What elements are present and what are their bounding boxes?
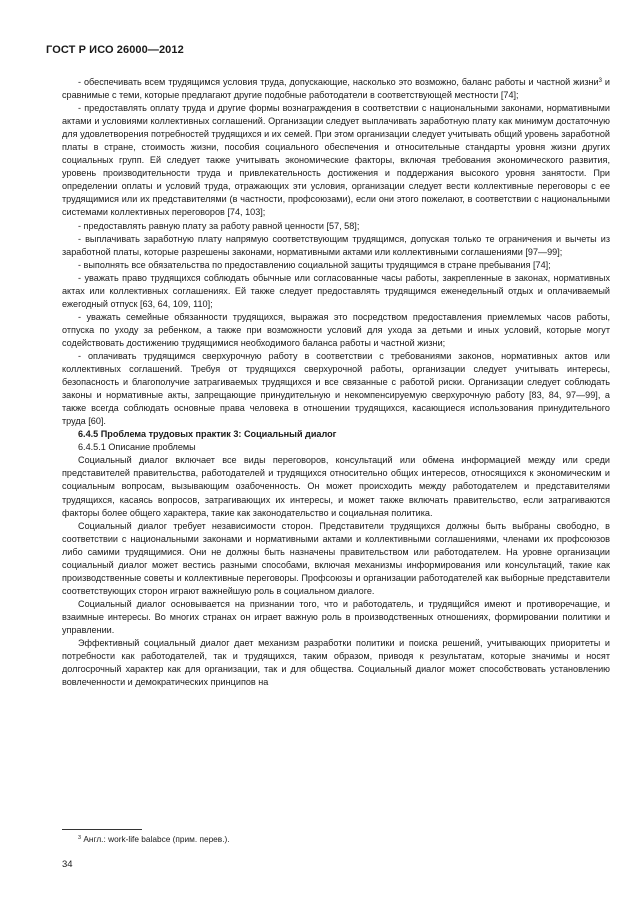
paragraph: - уважать право трудящихся соблюдать обычные или согласованные часы работы, закрепленные в законах, нормативных актах или коллективных соглашениях. Ей также следует предоставлять трудящимся еженедельный отдых и оплачиваемый ежегодный отпуск [63, 64, 109, 110]; — [62, 272, 610, 309]
subsection-heading: 6.4.5.1 Описание проблемы — [78, 442, 196, 453]
paragraph: - выплачивать заработную плату напрямую соответствующим трудящимся, допуская только те ограничения и вычеты из заработной платы, которые разрешены законами, нормативными актами или коллективными соглашениями [97—99]; — [62, 233, 610, 257]
footnote-divider — [62, 829, 142, 830]
paragraph-text: и сравнимые с теми, которые предлагают другие подобные работодатели в соответствующей местности [74]; — [62, 77, 610, 101]
paragraph: - оплачивать трудящимся сверхурочную работу в соответствии с требованиями законов, нормативных актов или коллективных соглашений. Требуя от трудящихся сверхурочной работы, организации следует учитывать интересы, безопасность и благополучие затрагиваемых трудящихся и все связанные с работой риски. Организации следует соблюдать законы и нормативные акты, запрещающие принудительную и некомпенсируемую сверхурочную работу [83, 84, 97—99], а также всегда соблюдать основные права человека в отношении трудящихся, касающиеся использования принудительного труда [60]. — [62, 350, 610, 427]
paragraph: - предоставлять оплату труда и другие формы вознаграждения в соответствии с национальными законами, нормативными актами и условиями коллективных соглашений. Организации следует выплачивать заработную плату как минимум достаточную для удовлетворения потребностей трудящихся и их семей. При этом организации следует учитывать общий уровень заработной платы в стране, стоимость жизни, пособия социального обеспечения и относительные стандарты уровня жизни других социальных групп. Ей следует также учитывать экономические факторы, включая требования экономического развития, уровень производительности труда и привлекательность достижения и поддержания высокого уровня занятости. При определении оплаты и условий труда, отражающих эти условия, организации следует вести коллективные переговоры с ее трудящимися или их представителями (в частности, профсоюзами), если они этого пожелают, в соответствии с национальными системами коллективных переговоров [74, 103]; — [62, 103, 610, 218]
footnote-reference[interactable]: 3 — [598, 78, 602, 84]
paragraph: Эффективный социальный диалог дает механизм разработки политики и поиска решений, учитывающих приоритеты и потребности как работодателей, так и трудящихся, таким образом, приводя к результатам, которые значимы и носят долгосрочный характер как для организации, так и для общества. Социальный диалог может способствовать установлению вовлеченности и демократических принципов на — [62, 638, 610, 688]
footnote-marker: 3 — [78, 835, 82, 841]
paragraph-text: - обеспечивать всем трудящимся условия труда, допускающие, насколько это возможно, баланс работы и частной жизни — [78, 77, 599, 87]
paragraph: - уважать семейные обязанности трудящихся, выражая это посредством предоставления приемлемых часов работы, отпуска по уходу за ребенком, а также при возможности условий для ухода за детьми и иных условий, которые могут содействовать достижению трудящимися необходимого баланса работы и частной жизни; — [62, 311, 610, 348]
paragraph: Социальный диалог требует независимости сторон. Представители трудящихся должны быть выбраны свободно, в соответствии с национальными законами и нормативными актами и коллективными соглашениями, членами их профсоюзов либо самими трудящимися. Они не должны быть назначены правительством или работодателем. На уровне организации социальный диалог может вестись разными способами, включая механизмы информирования или консультаций, такие как производственные советы и коллективные переговоры. Профсоюзы и организации работодателей как выборные представители соответствующих сторон играют важнейшую роль в социальном диалоге. — [62, 520, 610, 596]
paragraph: - выполнять все обязательства по предоставлению социальной защиты трудящимся в стране пребывания [74]; — [78, 259, 551, 270]
footnote — [78, 834, 230, 845]
paragraph — [62, 76, 610, 102]
paragraph: Социальный диалог включает все виды переговоров, консультаций или обмена информацией между или среди представителей правительства, работодателей и трудящихся относительно общих интересов, относящихся к экономическим и социальным вопросам, вызывающим озабоченность. Он может происходить между работодателем и представителями трудящихся, касаясь вопросов, затрагивающих их интересы, и может также включать правительство, если затрагиваются факторы более общего характера, такие как законодательство и социальная политика. — [62, 455, 610, 518]
document-body — [62, 76, 610, 689]
footnote-text: Англ.: work-life balabce (прим. перев.). — [81, 834, 230, 844]
paragraph: - предоставлять равную плату за работу равной ценности [57, 58]; — [78, 220, 360, 231]
section-heading: 6.4.5 Проблема трудовых практик 3: Социальный диалог — [78, 429, 337, 440]
paragraph: Социальный диалог основывается на признании того, что и работодатель, и трудящийся имеют и противоречащие, и взаимные интересы. Во многих странах он играет важную роль в производственных отношениях, формировании политики и управлении. — [62, 598, 610, 635]
document-header: ГОСТ Р ИСО 26000—2012 — [46, 44, 184, 56]
page-number: 34 — [62, 859, 73, 870]
